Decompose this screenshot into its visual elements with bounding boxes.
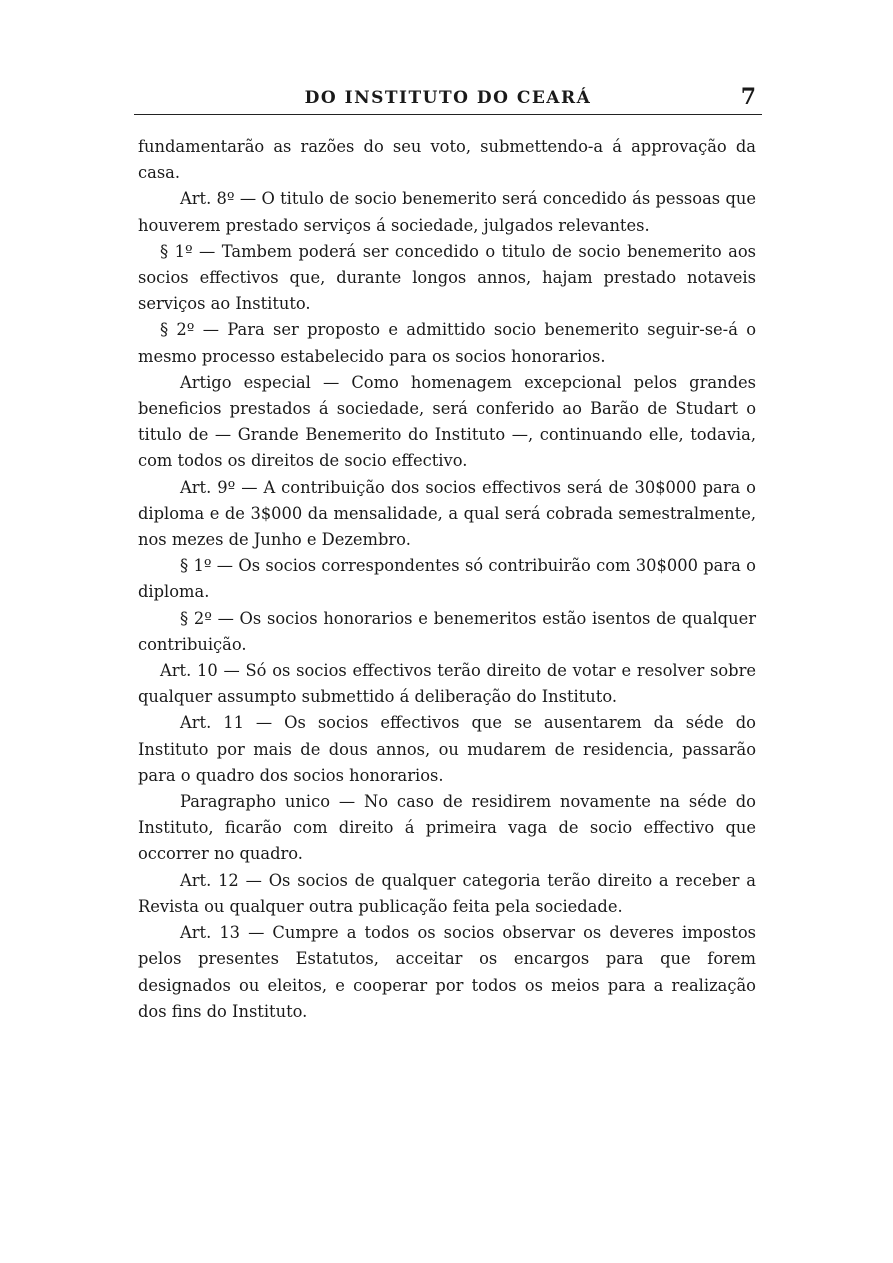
page-header xyxy=(134,84,762,115)
paragraph-art-8: Art. 8º — O titulo de socio benemerito será concedido ás pessoas que houverem prestado serviços á sociedade, julgados relevantes. xyxy=(138,189,756,235)
body-text xyxy=(138,134,756,1025)
paragraph-art-12: Art. 12 — Os socios de qualquer categoria terão direito a receber a Revista ou qualquer outra publicação feita pela sociedade. xyxy=(138,870,756,916)
paragraph-art-9-sec-1: § 1º — Os socios correspondentes só contribuirão com 30$000 para o diploma. xyxy=(138,556,756,602)
paragraph-art-9-sec-2: § 2º — Os socios honorarios e benemeritos estão isentos de qualquer contribuição. xyxy=(138,608,756,654)
paragraph-art-11: Art. 11 — Os socios effectivos que se ausentarem da séde do Instituto por mais de dous annos, ou mudarem de residencia, passarão para o quadro dos socios honorarios. xyxy=(138,713,756,785)
running-head: DO INSTITUTO DO CEARÁ xyxy=(304,88,592,108)
paragraph-art-8-sec-1: § 1º — Tambem poderá ser concedido o titulo de socio benemerito aos socios effectivos que, durante longos annos, hajam prestado notaveis serviços ao Instituto. xyxy=(138,241,756,314)
paragraph-continuation: fundamentarão as razões do seu voto, submettendo-a á approvação da casa. xyxy=(138,137,756,183)
paragraph-art-9: Art. 9º — A contribuição dos socios effectivos será de 30$000 para o diploma e de 3$000 da mensalidade, a qual será cobrada semestralmente, nos mezes de Junho e Dezembro. xyxy=(138,477,756,550)
paragraph-art-10: Art. 10 — Só os socios effectivos terão direito de votar e resolver sobre qualquer assumpto submettido á deliberação do Instituto. xyxy=(138,661,756,707)
page-number: 7 xyxy=(740,84,756,110)
paragraph-artigo-especial: Artigo especial — Como homenagem excepcional pelos grandes beneficios prestados á sociedade, será conferido ao Barão de Studart o titulo de — Grande Benemerito do Instituto —, continuando elle, todavia, com todos os direitos de socio effectivo. xyxy=(138,372,756,471)
paragraph-art-13: Art. 13 — Cumpre a todos os socios observar os deveres impostos pelos presentes Estatutos, acceitar os encargos para que forem designados ou eleitos, e cooperar por todos os meios para a realização dos fins do Instituto. xyxy=(138,923,756,1021)
paragraph-paragrapho-unico: Paragrapho unico — No caso de residirem novamente na séde do Instituto, ficarão com direito á primeira vaga de socio effectivo que occorrer no quadro. xyxy=(138,792,756,864)
paragraph-art-8-sec-2: § 2º — Para ser proposto e admittido socio benemerito seguir-se-á o mesmo processo estabelecido para os socios honorarios. xyxy=(138,320,756,366)
